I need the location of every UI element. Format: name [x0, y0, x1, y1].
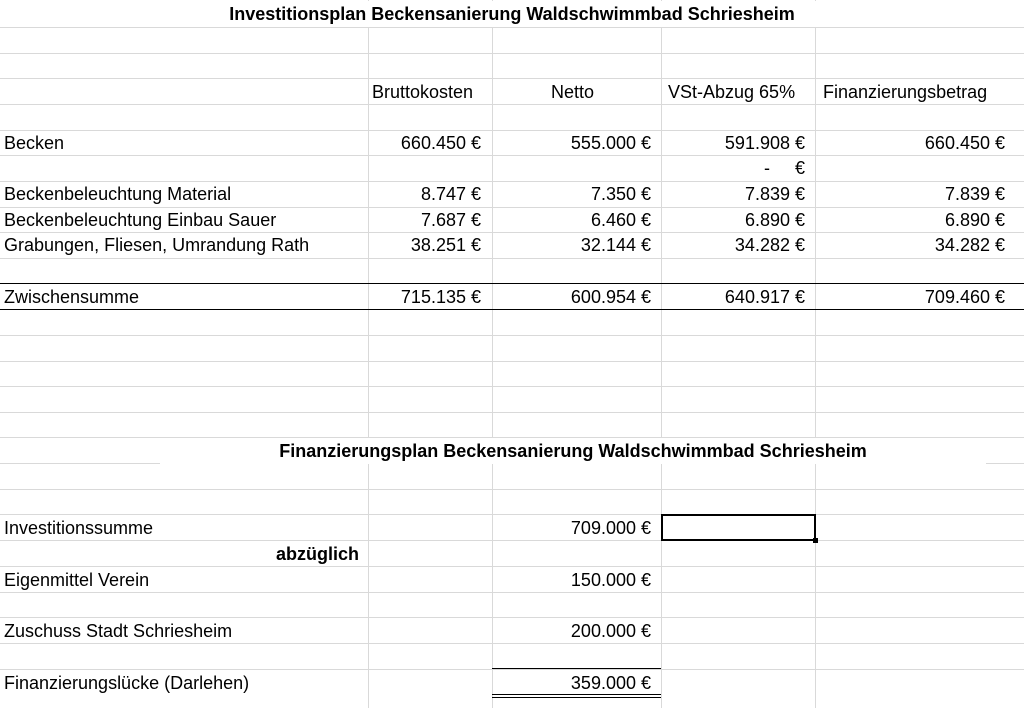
value-eigenmittel[interactable]: 150.000 € — [570, 570, 651, 590]
row-divider — [0, 335, 1024, 336]
value-zuschuss[interactable]: 200.000 € — [570, 621, 651, 641]
cell-finanz[interactable]: 7.839 € — [944, 184, 1005, 204]
cell-vst[interactable]: 34.282 € — [734, 235, 805, 255]
cell-brutto[interactable]: 7.687 € — [420, 210, 481, 230]
label-investitionssumme[interactable]: Investitionssumme — [4, 518, 154, 538]
cell-vst[interactable]: 591.908 € — [724, 133, 805, 153]
row-divider — [0, 412, 1024, 413]
column-divider — [492, 0, 493, 708]
header-bruttokosten[interactable]: Bruttokosten — [372, 82, 474, 102]
column-divider — [661, 0, 662, 708]
row-label-grabungen[interactable]: Grabungen, Fliesen, Umrandung Rath — [4, 235, 310, 255]
luecke-top-border — [492, 668, 661, 669]
cell-vst[interactable]: 7.839 € — [744, 184, 805, 204]
label-abzueglich[interactable]: abzüglich — [276, 544, 360, 564]
row-divider — [0, 489, 1024, 490]
cell-vst-empty[interactable]: - € — [763, 158, 805, 178]
cell-vst[interactable]: 6.890 € — [744, 210, 805, 230]
column-divider — [815, 0, 816, 708]
selected-cell[interactable] — [661, 514, 816, 541]
cell-finanz[interactable]: 6.890 € — [944, 210, 1005, 230]
fill-handle[interactable] — [813, 538, 818, 543]
label-zuschuss[interactable]: Zuschuss Stadt Schriesheim — [4, 621, 233, 641]
row-label-beleuchtung-einbau[interactable]: Beckenbeleuchtung Einbau Sauer — [4, 210, 277, 230]
cell-netto[interactable]: 32.144 € — [580, 235, 651, 255]
cell-brutto[interactable]: 38.251 € — [410, 235, 481, 255]
cell-netto[interactable]: 555.000 € — [570, 133, 651, 153]
investment-plan-title[interactable]: Investitionsplan Beckensanierung Waldschwimmbad Schriesheim — [0, 1, 1024, 27]
row-divider — [0, 258, 1024, 259]
cell-finanz-sum[interactable]: 709.460 € — [924, 287, 1005, 307]
cell-brutto-sum[interactable]: 715.135 € — [400, 287, 481, 307]
cell-netto[interactable]: 6.460 € — [590, 210, 651, 230]
luecke-double-underline — [492, 694, 661, 698]
row-label-becken[interactable]: Becken — [4, 133, 65, 153]
label-finanzierungsluecke[interactable]: Finanzierungslücke (Darlehen) — [4, 673, 250, 693]
value-investitionssumme[interactable]: 709.000 € — [570, 518, 651, 538]
cell-netto[interactable]: 7.350 € — [590, 184, 651, 204]
row-divider — [0, 27, 1024, 28]
financing-plan-title[interactable]: Finanzierungsplan Beckensanierung Waldschwimmbad Schriesheim — [160, 438, 986, 464]
cell-brutto[interactable]: 8.747 € — [420, 184, 481, 204]
row-divider — [0, 386, 1024, 387]
header-netto[interactable]: Netto — [551, 82, 595, 102]
column-divider — [368, 0, 369, 708]
label-eigenmittel[interactable]: Eigenmittel Verein — [4, 570, 150, 590]
header-finanzierungsbetrag[interactable]: Finanzierungsbetrag — [823, 82, 988, 102]
cell-finanz[interactable]: 34.282 € — [934, 235, 1005, 255]
value-finanzierungsluecke[interactable]: 359.000 € — [570, 673, 651, 693]
cell-netto-sum[interactable]: 600.954 € — [570, 287, 651, 307]
row-label-beleuchtung-material[interactable]: Beckenbeleuchtung Material — [4, 184, 232, 204]
row-divider — [0, 53, 1024, 54]
header-vst-abzug[interactable]: VSt-Abzug 65% — [668, 82, 796, 102]
cell-brutto[interactable]: 660.450 € — [400, 133, 481, 153]
cell-vst-sum[interactable]: 640.917 € — [724, 287, 805, 307]
row-divider — [0, 361, 1024, 362]
row-label-zwischensumme[interactable]: Zwischensumme — [4, 287, 140, 307]
cell-finanz[interactable]: 660.450 € — [924, 133, 1005, 153]
